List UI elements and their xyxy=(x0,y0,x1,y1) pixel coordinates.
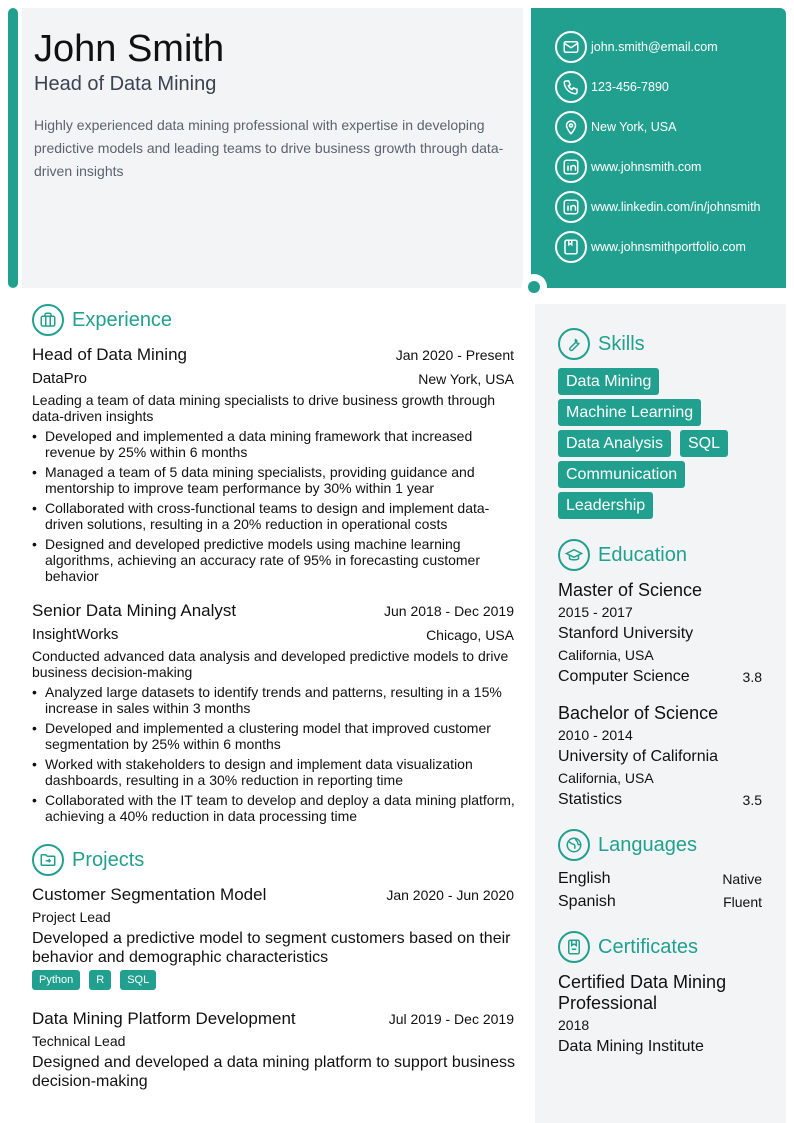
project-role: Project Lead xyxy=(32,909,111,925)
skill-tag: Leadership xyxy=(558,492,653,519)
list-item: • Designed and developed predictive models using machine learning algorithms, achieving an accuracy rate of 95% in forecasting customer behavior xyxy=(32,536,516,584)
project-tags xyxy=(32,970,156,990)
job-dates: Jan 2020 - Present xyxy=(395,347,514,363)
certificate-year: 2018 xyxy=(558,1017,590,1033)
email-icon xyxy=(555,31,587,63)
edu-degree: Bachelor of Science xyxy=(558,703,719,723)
experience-title: Experience xyxy=(72,308,173,331)
contact-phone-text: 123-456-7890 xyxy=(591,80,669,94)
language-level: Fluent xyxy=(723,894,762,910)
certificates-title: Certificates xyxy=(598,935,699,958)
job-company: InsightWorks xyxy=(32,626,119,643)
phone-icon xyxy=(555,71,587,103)
edu-years: 2015 - 2017 xyxy=(558,604,633,620)
project-dates: Jul 2019 - Dec 2019 xyxy=(388,1011,514,1027)
language-name: English xyxy=(558,870,611,887)
edu-field: Statistics xyxy=(558,791,623,808)
folder-icon xyxy=(32,844,64,876)
location-pin-icon xyxy=(555,111,587,143)
experience-heading xyxy=(32,304,172,336)
linkedin-icon xyxy=(555,191,587,223)
languages-heading xyxy=(558,829,697,861)
header-accent-bar xyxy=(8,8,18,288)
edu-location: California, USA xyxy=(558,770,654,786)
projects-heading xyxy=(32,844,144,876)
edu-field: Computer Science xyxy=(558,668,690,685)
job-location: Chicago, USA xyxy=(426,627,514,643)
education-title: Education xyxy=(598,543,687,566)
education-heading xyxy=(558,539,687,571)
skill-tag: Machine Learning xyxy=(558,399,701,426)
project-description: Designed and developed a data mining platform to support business decision-making xyxy=(32,1054,515,1090)
language-level: Native xyxy=(722,871,762,887)
project-role: Technical Lead xyxy=(32,1033,126,1049)
edu-degree: Master of Science xyxy=(558,580,703,600)
candidate-name: John Smith xyxy=(34,28,225,70)
skill-tag: Data Analysis xyxy=(558,430,671,457)
certificate-name: Certified Data Mining Professional xyxy=(558,972,727,1013)
language-name: Spanish xyxy=(558,893,616,910)
tag: R xyxy=(89,970,111,990)
list-item: • Collaborated with the IT team to develop and deploy a data mining platform, achieving a 40% reduction in data processing time xyxy=(32,792,516,824)
list-item: • Collaborated with cross-functional teams to design and implement data-driven solutions, resulting in a 20% reduction in operational costs xyxy=(32,500,516,532)
job-bullets xyxy=(32,684,516,828)
project-title: Data Mining Platform Development xyxy=(32,1009,296,1028)
certificate-issuer: Data Mining Institute xyxy=(558,1038,704,1055)
skill-tag: Data Mining xyxy=(558,368,659,395)
contact-portfolio-text: www.johnsmithportfolio.com xyxy=(591,240,746,254)
tag: Python xyxy=(32,970,80,990)
tag: SQL xyxy=(120,970,156,990)
graduation-cap-icon xyxy=(558,539,590,571)
languages-title: Languages xyxy=(598,833,697,856)
list-item: • Worked with stakeholders to design and implement data visualization dashboards, resulting in a 30% reduction in reporting time xyxy=(32,756,516,788)
edu-school: University of California xyxy=(558,748,719,765)
contact-website[interactable] xyxy=(555,151,701,183)
wrench-icon xyxy=(558,328,590,360)
job-title: Senior Data Mining Analyst xyxy=(32,601,237,620)
globe-icon xyxy=(558,829,590,861)
contact-linkedin[interactable] xyxy=(555,191,761,223)
skill-tag: SQL xyxy=(680,430,728,457)
contact-website-text: www.johnsmith.com xyxy=(591,160,702,174)
certificate-icon xyxy=(558,931,590,963)
job-location: New York, USA xyxy=(418,371,514,387)
edu-school: Stanford University xyxy=(558,625,694,642)
header-notch-dot xyxy=(528,281,540,293)
edu-gpa: 3.8 xyxy=(742,669,762,685)
contact-email[interactable] xyxy=(555,31,718,63)
contact-location-text: New York, USA xyxy=(591,120,677,134)
contact-location xyxy=(555,111,676,143)
job-company: DataPro xyxy=(32,370,88,387)
skills-title: Skills xyxy=(598,332,645,355)
list-item: • Developed and implemented a data mining framework that increased revenue by 25% within 6 months xyxy=(32,428,516,460)
job-description: Leading a team of data mining specialists to drive business growth through data-driven insights xyxy=(32,392,496,424)
list-item: • Managed a team of 5 data mining specialists, providing guidance and mentorship to improve team performance by 30% within 1 year xyxy=(32,464,516,496)
edu-years: 2010 - 2014 xyxy=(558,727,633,743)
certificates-heading xyxy=(558,931,698,963)
job-bullets xyxy=(32,428,516,588)
contact-linkedin-text: www.linkedin.com/in/johnsmith xyxy=(591,200,761,214)
contact-portfolio[interactable] xyxy=(555,231,746,263)
portfolio-icon xyxy=(555,231,587,263)
summary-text: Highly experienced data mining professional with expertise in developing predictive models and leading teams to drive business growth through data-driven insights xyxy=(34,117,504,179)
candidate-title: Head of Data Mining xyxy=(34,73,217,95)
skill-tag: Communication xyxy=(558,461,685,488)
briefcase-icon xyxy=(32,304,64,336)
edu-gpa: 3.5 xyxy=(742,792,762,808)
contact-email-text: john.smith@email.com xyxy=(591,40,718,54)
edu-location: California, USA xyxy=(558,647,654,663)
contact-phone[interactable] xyxy=(555,71,669,103)
list-item: • Developed and implemented a clustering model that improved customer segmentation by 25% within 6 months xyxy=(32,720,516,752)
project-dates: Jan 2020 - Jun 2020 xyxy=(386,887,514,903)
projects-title: Projects xyxy=(72,848,145,871)
skills-heading xyxy=(558,328,645,360)
job-description: Conducted advanced data analysis and developed predictive models to drive business decision-making xyxy=(32,648,509,680)
project-title: Customer Segmentation Model xyxy=(32,885,267,904)
list-item: • Analyzed large datasets to identify trends and patterns, resulting in a 15% increase in sales within 3 months xyxy=(32,684,516,716)
linkedin-icon xyxy=(555,151,587,183)
job-title: Head of Data Mining xyxy=(32,345,187,364)
job-dates: Jun 2018 - Dec 2019 xyxy=(384,603,514,619)
project-description: Developed a predictive model to segment customers based on their behavior and demographic characteristics xyxy=(32,930,511,966)
